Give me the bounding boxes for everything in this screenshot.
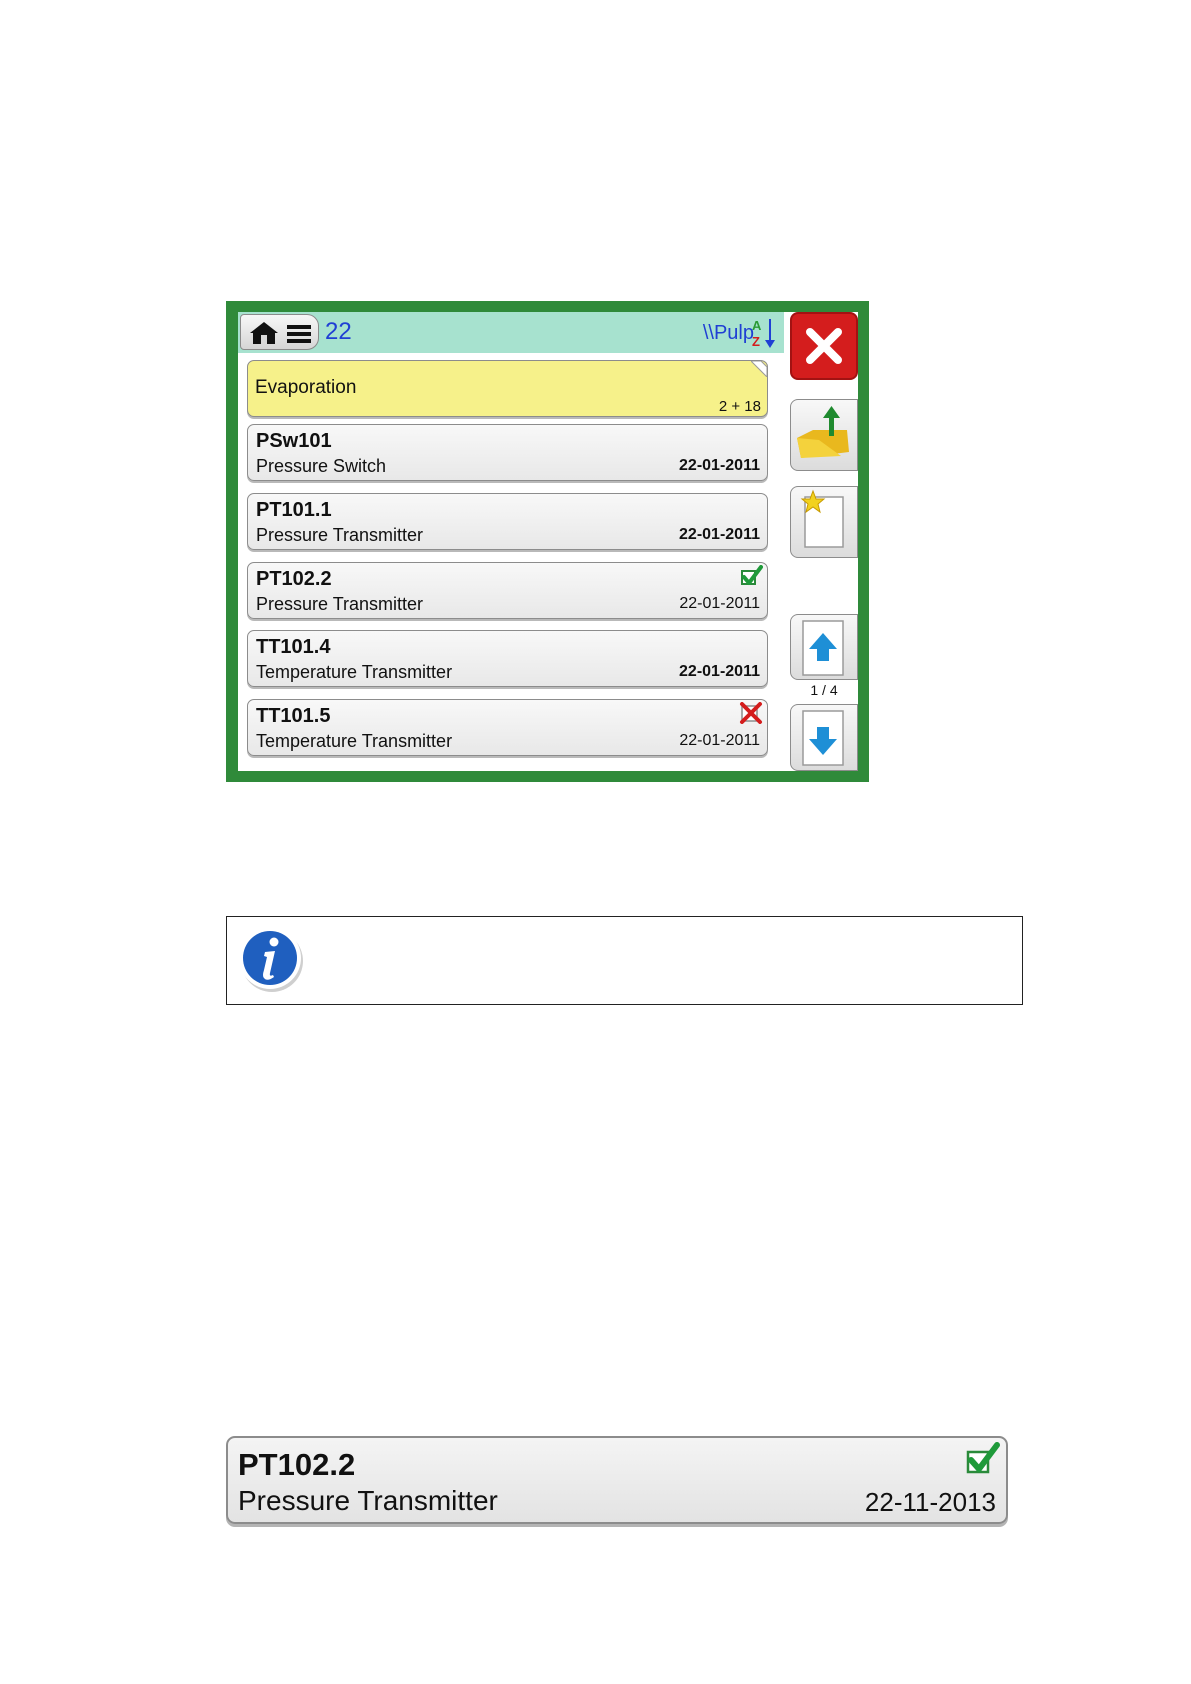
item-title: PT102.2 — [238, 1447, 356, 1482]
passed-check-icon — [739, 565, 763, 587]
folder-path: \\Pulp — [702, 322, 754, 344]
item-subtitle: Pressure Transmitter — [238, 1485, 498, 1516]
item-subtitle: Pressure Transmitter — [256, 594, 424, 614]
svg-text:A: A — [752, 318, 762, 333]
list-item[interactable] — [247, 493, 768, 550]
page-indicator: 1 / 4 — [810, 682, 838, 698]
home-menu-button[interactable] — [240, 314, 319, 350]
sort-az-icon[interactable] — [751, 317, 777, 349]
device-screen-frame — [226, 301, 869, 782]
list-item[interactable] — [247, 562, 768, 619]
failed-cross-icon — [739, 702, 763, 724]
item-date: 22-01-2011 — [679, 732, 760, 749]
item-subtitle: Temperature Transmitter — [256, 662, 453, 682]
close-button[interactable] — [790, 312, 858, 380]
folder-count: 22 — [325, 318, 352, 345]
page-up-button[interactable] — [790, 614, 858, 680]
passed-check-icon — [964, 1442, 1000, 1476]
item-date: 22-01-2011 — [679, 595, 760, 612]
folder-item-evaporation[interactable] — [247, 360, 768, 417]
close-icon — [792, 314, 856, 378]
item-date: 22-01-2011 — [679, 457, 760, 474]
page-down-button[interactable] — [790, 704, 858, 771]
home-icon — [249, 321, 279, 345]
item-title: PSw101 — [256, 430, 332, 452]
arrow-up-icon — [791, 615, 855, 679]
info-note-box — [226, 916, 1023, 1005]
list-item[interactable] — [247, 630, 768, 687]
menu-icon — [287, 324, 311, 344]
item-subtitle: Pressure Transmitter — [256, 525, 424, 545]
item-subtitle: Pressure Switch — [256, 456, 387, 476]
arrow-down-icon — [791, 705, 855, 769]
list-item[interactable] — [247, 699, 768, 756]
folder-up-icon — [791, 400, 855, 468]
top-bar — [238, 312, 784, 353]
folder-name: Evaporation — [255, 377, 357, 398]
item-title: PT102.2 — [256, 568, 332, 590]
info-icon — [237, 925, 305, 993]
new-item-button[interactable] — [790, 486, 858, 558]
new-document-icon — [791, 487, 855, 555]
screen — [238, 312, 858, 771]
folder-page-corner-icon — [751, 361, 767, 377]
enlarged-list-item — [226, 1436, 1008, 1524]
folder-counts: 2 + 18 — [718, 398, 761, 415]
item-date: 22-01-2011 — [679, 526, 760, 543]
svg-text:Z: Z — [752, 334, 760, 349]
item-date: 22-01-2011 — [679, 663, 760, 680]
item-date: 22-11-2013 — [864, 1487, 996, 1517]
item-subtitle: Temperature Transmitter — [256, 731, 453, 751]
folder-up-button[interactable] — [790, 399, 858, 471]
list-item[interactable] — [247, 424, 768, 481]
item-title: TT101.5 — [256, 705, 331, 727]
item-title: TT101.4 — [256, 636, 331, 658]
item-title: PT101.1 — [256, 499, 332, 521]
